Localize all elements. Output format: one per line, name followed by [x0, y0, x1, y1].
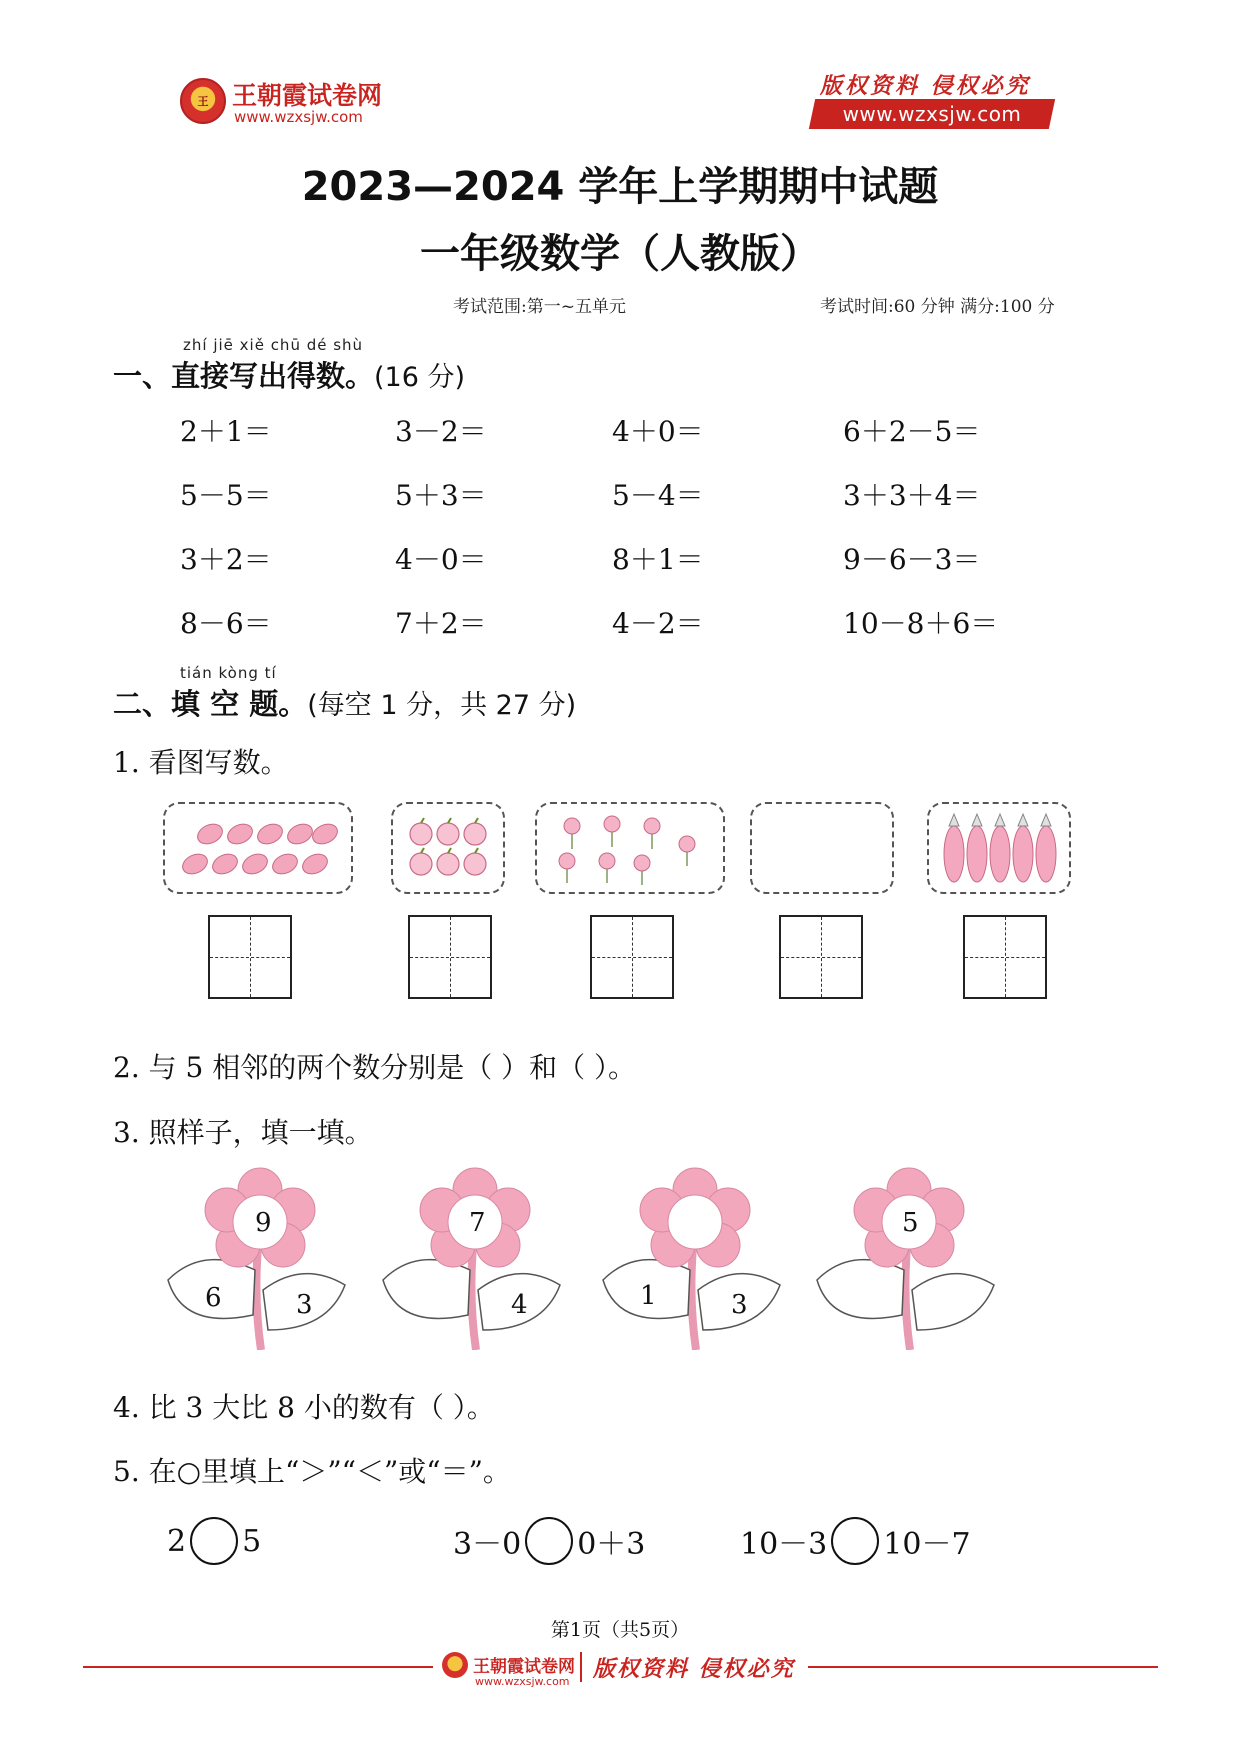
comparison-item [453, 1515, 645, 1567]
arithmetic-item: 4＋0＝ [612, 415, 704, 448]
section1-score: (16 分) [374, 362, 466, 393]
number-flower [378, 1165, 563, 1350]
number-flower [812, 1165, 997, 1350]
arithmetic-item: 10－8＋6＝ [843, 607, 999, 640]
flower-left-number: 6 [205, 1283, 222, 1313]
answer-grid[interactable] [408, 915, 492, 999]
arithmetic-item: 6＋2－5＝ [843, 415, 981, 448]
arithmetic-item: 8－6＝ [180, 607, 272, 640]
number-flower [598, 1165, 783, 1350]
arithmetic-item: 5－4＝ [612, 479, 704, 512]
comparison-left: 2 [167, 1523, 187, 1559]
site-logo-text: 王朝霞试卷网 [232, 81, 383, 110]
comparison-item [740, 1515, 971, 1567]
section1-title-text: 一、直接写出得数。 [113, 359, 375, 393]
flower-right-number: 3 [296, 1290, 313, 1320]
flower-icon [378, 1165, 563, 1350]
flower-top-number: 7 [469, 1208, 486, 1238]
comparison-left: 3－0 [453, 1527, 522, 1562]
flower-icon [163, 1165, 348, 1350]
comparison-right: 0＋3 [577, 1527, 646, 1562]
picture-box-carrots [927, 802, 1071, 894]
flower-right-number: 3 [731, 1290, 748, 1320]
comparison-left: 10－3 [740, 1527, 828, 1562]
flowers-icon [537, 804, 723, 892]
leaves-icon [165, 804, 351, 892]
question-4: 4. 比 3 大比 8 小的数有（ ）。 [113, 1391, 495, 1424]
footer-logo-url: www.wzxsjw.com [475, 1675, 570, 1688]
section2-score: (每空 1 分，共 27 分) [307, 690, 577, 721]
flower-left-number: 1 [640, 1281, 657, 1311]
footer-copyright: 版权资料 侵权必究 [593, 1656, 795, 1682]
comparison-right: 5 [242, 1523, 262, 1559]
site-logo-icon: 王 [180, 78, 226, 124]
apples-icon [393, 804, 503, 892]
comparison-circle[interactable] [831, 1517, 879, 1565]
answer-grid[interactable] [779, 915, 863, 999]
number-flower [163, 1165, 348, 1350]
exam-title: 2023—2024 学年上学期期中试题 [301, 164, 939, 210]
section1-pinyin: zhí jiē xiě chū dé shù [183, 336, 364, 354]
comparison-item [167, 1515, 261, 1567]
comparison-circle[interactable] [190, 1517, 238, 1565]
answer-grid[interactable] [963, 915, 1047, 999]
exam-scope: 考试范围:第一~五单元 [453, 297, 626, 317]
arithmetic-item: 8＋1＝ [612, 543, 704, 576]
picture-box-apples [391, 802, 505, 894]
flower-icon [812, 1165, 997, 1350]
site-logo-url: www.wzxsjw.com [234, 108, 363, 126]
flower-icon [598, 1165, 783, 1350]
answer-grid[interactable] [590, 915, 674, 999]
footer-divider-left [83, 1666, 433, 1668]
question-1: 1. 看图写数。 [113, 746, 289, 779]
arithmetic-item: 5－5＝ [180, 479, 272, 512]
exam-time-score: 考试时间:60 分钟 满分:100 分 [820, 297, 1055, 317]
question-3: 3. 照样子，填一填。 [113, 1116, 373, 1149]
comparison-right: 10－7 [883, 1527, 971, 1562]
picture-box-flowers [535, 802, 725, 894]
picture-box-leaves [163, 802, 353, 894]
flower-top-number: 5 [902, 1208, 919, 1238]
copyright-notice: 版权资料 侵权必究 [820, 73, 1031, 99]
url-banner-text: www.wzxsjw.com [842, 102, 1022, 126]
carrots-icon [929, 804, 1069, 892]
answer-grid[interactable] [208, 915, 292, 999]
footer-logo-icon [442, 1652, 468, 1678]
arithmetic-item: 4－2＝ [612, 607, 704, 640]
picture-box-empty [750, 802, 894, 894]
section2-pinyin: tián kòng tí [180, 664, 277, 682]
flower-right-number: 4 [511, 1290, 528, 1320]
footer-logo-text: 王朝霞试卷网 [473, 1657, 575, 1677]
page-number: 第1页（共5页） [550, 1619, 690, 1641]
section2-title [113, 682, 576, 723]
section2-title-text: 二、填 空 题。 [113, 687, 308, 721]
arithmetic-item: 7＋2＝ [395, 607, 487, 640]
arithmetic-item: 3＋2＝ [180, 543, 272, 576]
section1-title [113, 354, 465, 395]
arithmetic-item: 3＋3＋4＝ [843, 479, 981, 512]
exam-subtitle: 一年级数学（人教版） [420, 231, 820, 277]
comparison-circle[interactable] [525, 1517, 573, 1565]
arithmetic-item: 9－6－3＝ [843, 543, 981, 576]
arithmetic-item: 2＋1＝ [180, 415, 272, 448]
arithmetic-item: 5＋3＝ [395, 479, 487, 512]
arithmetic-item: 4－0＝ [395, 543, 487, 576]
question-2: 2. 与 5 相邻的两个数分别是（ ）和（ ）。 [113, 1051, 637, 1084]
footer-divider-right [808, 1666, 1158, 1668]
question-5: 5. 在○里填上“＞”“＜”或“＝”。 [113, 1455, 511, 1488]
arithmetic-item: 3－2＝ [395, 415, 487, 448]
footer-separator [580, 1652, 582, 1682]
